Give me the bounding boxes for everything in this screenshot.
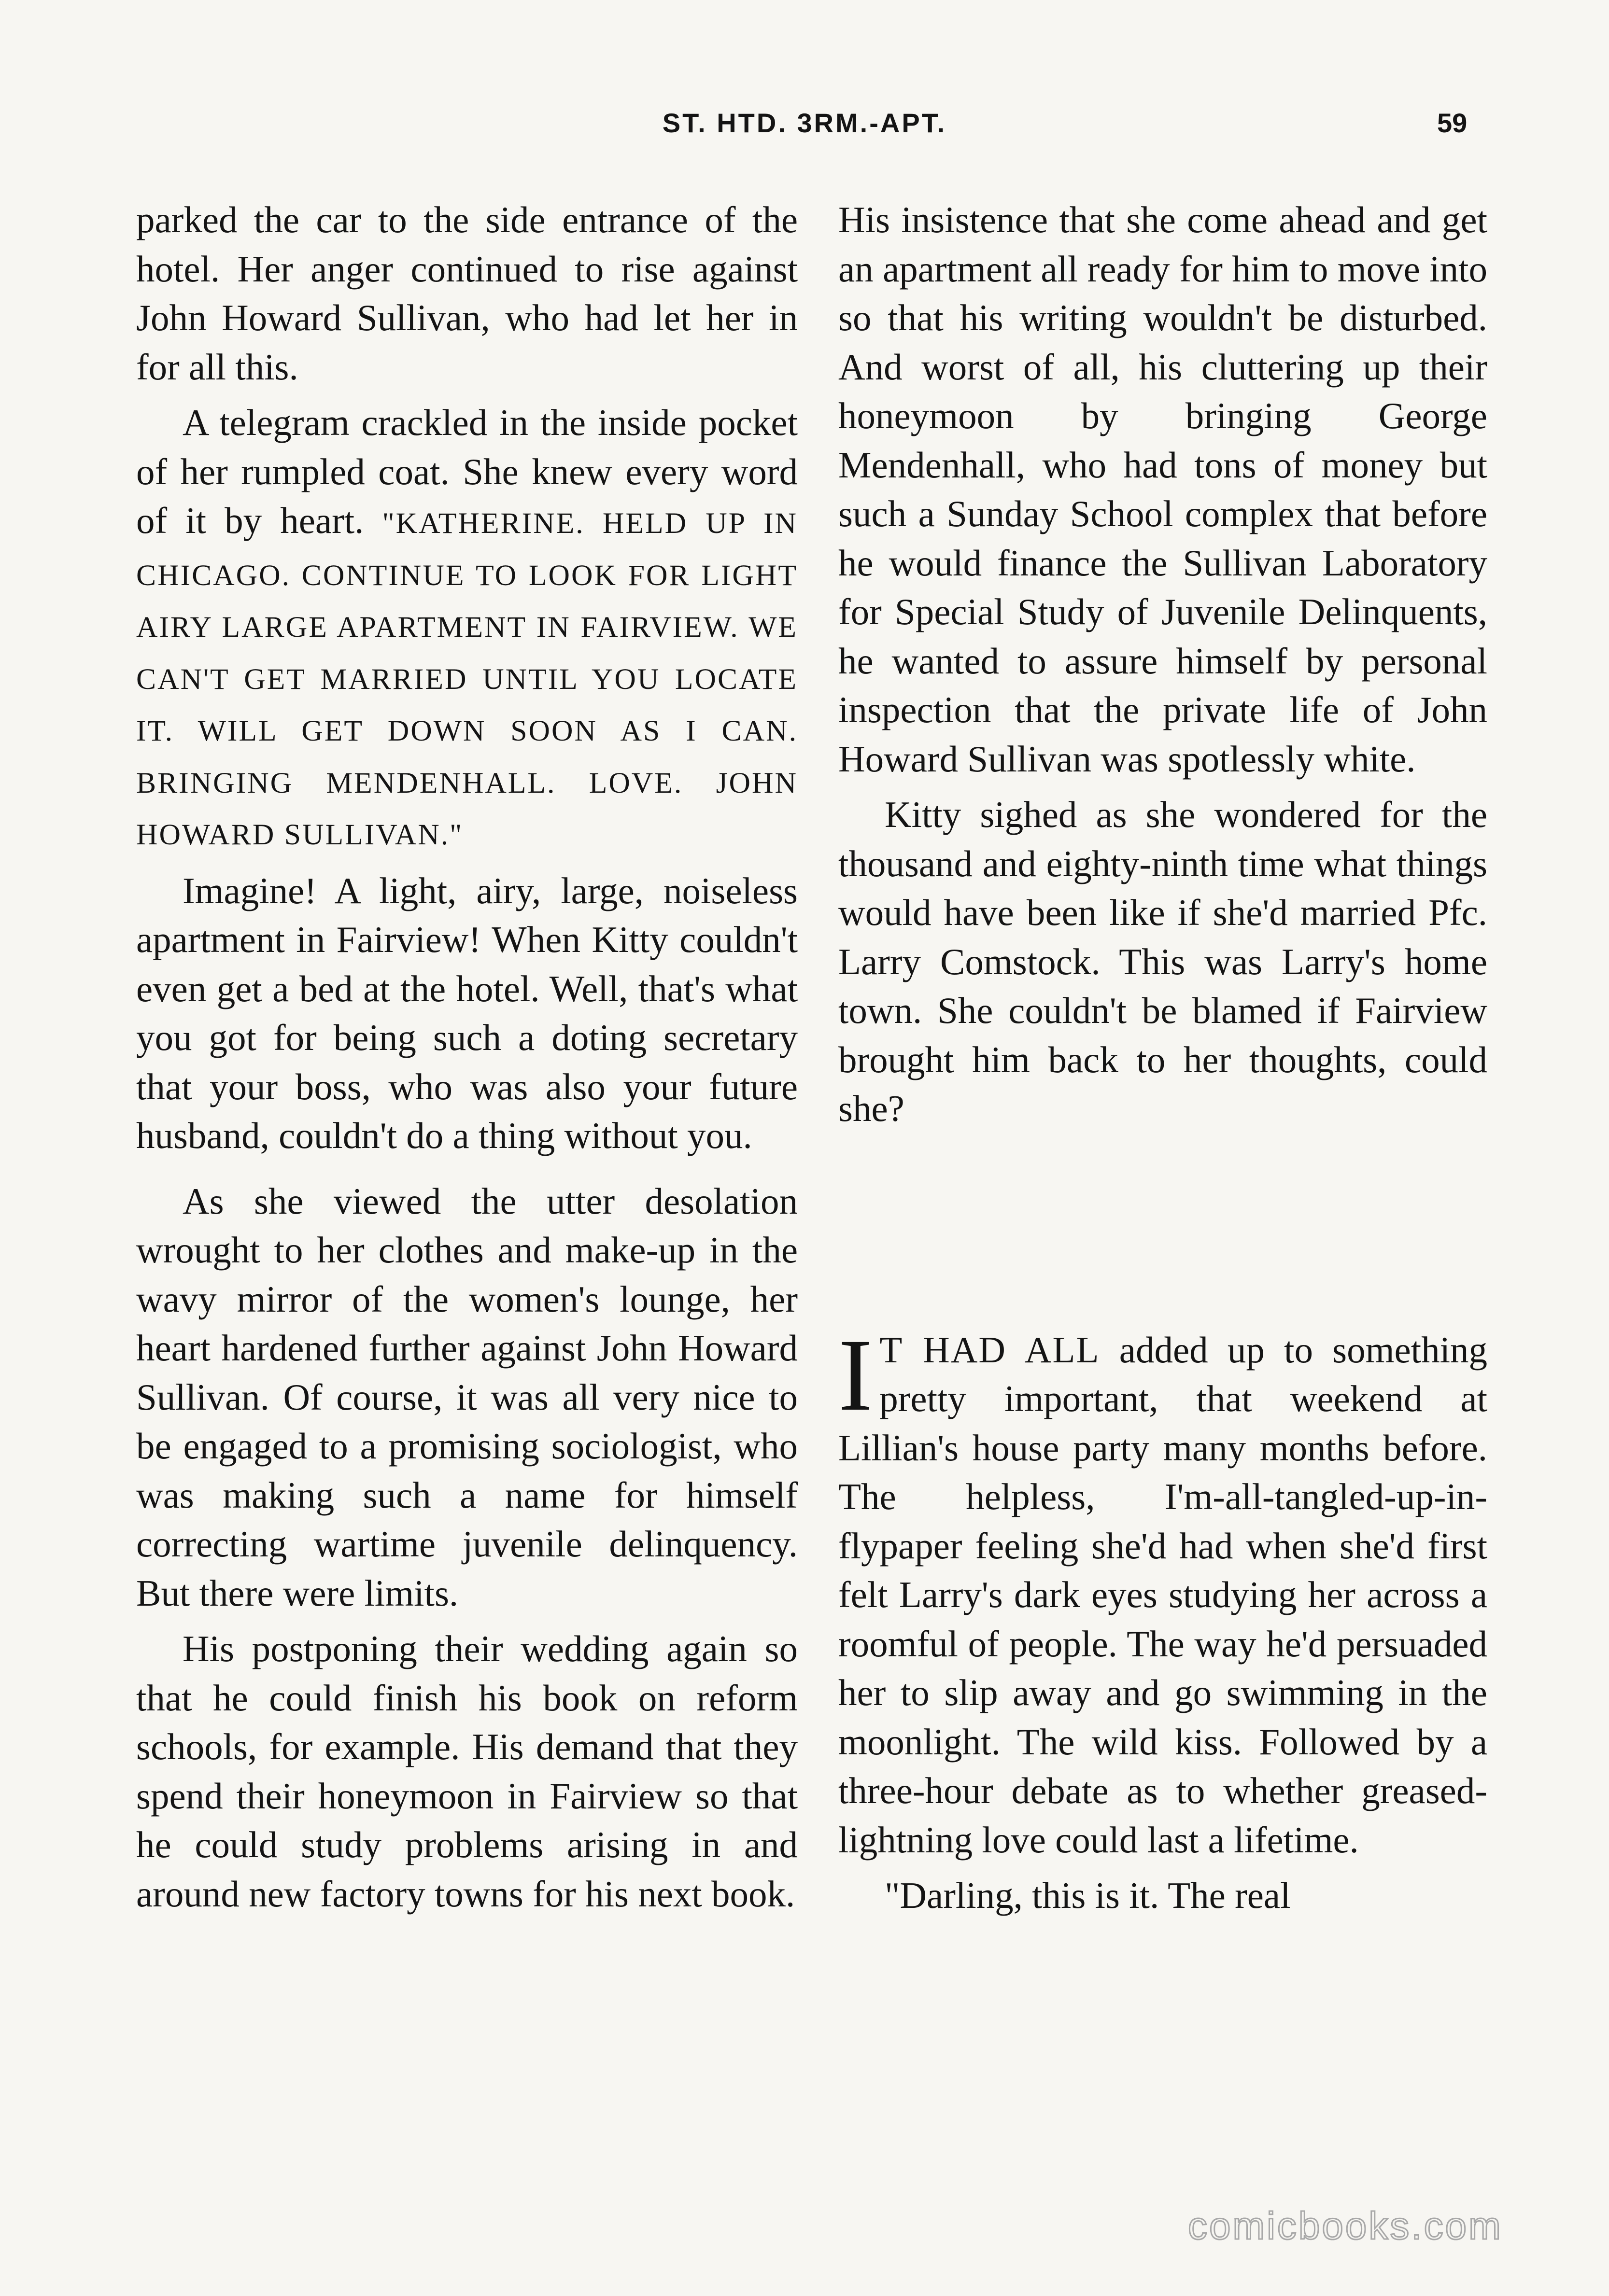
paragraph: As she viewed the utter desolation wrought to her clothes and make-up in the wavy mirror of the women's lounge, her heart hardened further against John Howard Sullivan. Of course, it was all very nice to be engaged to a promising sociologist, who was making such a name for himself correcting wartime juvenile delinquency. But there were limits. (136, 1180, 798, 1614)
telegram-paragraph (136, 398, 798, 860)
paragraph-text: added up to something pretty important, that weekend at Lillian's house party many months before. The helpless, I'm-all-tangled-up-in-flypaper feeling she'd had when she'd first felt Larry's dark eyes studying her across a roomful of people. The way he'd persuaded her to slip away and go swimming in the moonlight. The wild kiss. Followed by a three-hour debate as to whether greased-lightning love could last a lifetime. (838, 1329, 1487, 1861)
paragraph: "Darling, this is it. The real (885, 1875, 1291, 1916)
lead-caps: T HAD ALL (879, 1329, 1100, 1371)
section-opening-paragraph (838, 1317, 1487, 1865)
right-column (838, 196, 1487, 1920)
paragraph: Kitty sighed as she wondered for the thousand and eighty-ninth time what things would have been like if she'd married Pfc. Larry Comstock. This was Larry's home town. She couldn't be blamed if Fairview brought him back to her thoughts, could she? (838, 794, 1487, 1129)
paragraph: parked the car to the side entrance of the hotel. Her anger continued to rise against John Howard Sullivan, who had let her in for all this. (136, 199, 798, 388)
telegram-text: "KATHERINE. HELD UP IN CHICAGO. CONTINUE TO LOOK FOR LIGHT AIRY LARGE APARTMENT IN FAIRVIEW. WE CAN'T GET MARRIED UNTIL YOU LOCATE IT. WILL GET DOWN SOON AS I CAN. BRINGING MENDENHALL. LOVE. JOHN HOWARD SULLIVAN." (136, 507, 798, 851)
left-column (136, 196, 798, 1918)
drop-cap: I (838, 1317, 873, 1432)
running-head: ST. HTD. 3RM.-APT. (662, 108, 947, 138)
site-watermark: comicbooks.com (1188, 2204, 1503, 2247)
paragraph: His insistence that she come ahead and get an apartment all ready for him to move into so that his writing wouldn't be disturbed. And worst of all, his cluttering up their honeymoon by bringing George Mendenhall, who had tons of money but such a Sunday School complex that before he would finance the Sullivan Laboratory for Special Study of Juvenile Delinquents, he wanted to assure himself by personal inspection that the private life of John Howard Sullivan was spotlessly white. (838, 199, 1487, 780)
paragraph: Imagine! A light, airy, large, noiseless apartment in Fairview! When Kitty couldn't even get a bed at the hotel. Well, that's what you got for being such a doting secretary that your boss, who was also your future husband, couldn't do a thing without you. (136, 869, 798, 1156)
paragraph-lead: A telegram crackled in the inside pocket of her rumpled coat. She knew every word of it by heart. (136, 402, 798, 541)
paragraph: His postponing their wedding again so that he could finish his book on reform schools, for example. His demand that they spend their honeymoon in Fairview so that he could study problems arising in and around new factory towns for his next book. (136, 1628, 798, 1915)
page-number: 59 (1437, 108, 1468, 138)
section-break (838, 1134, 1487, 1326)
